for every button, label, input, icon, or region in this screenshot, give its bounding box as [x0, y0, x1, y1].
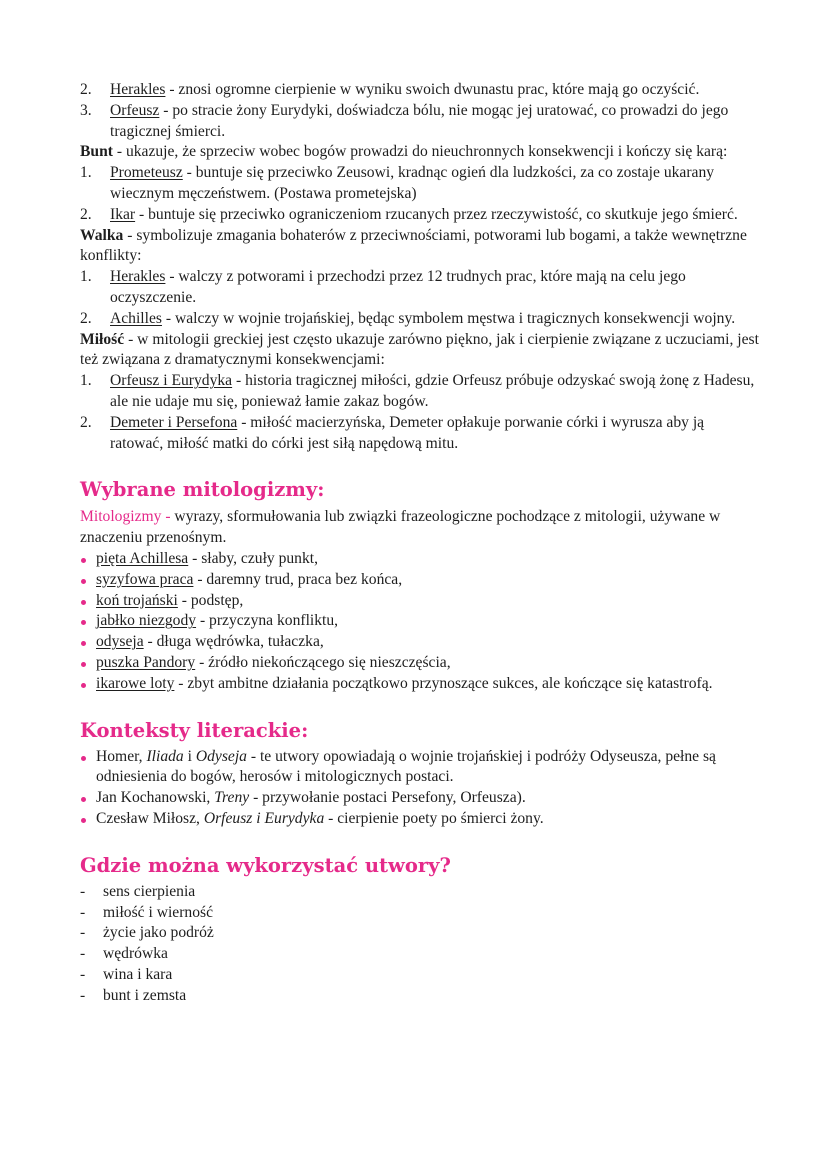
phrase-name: puszka Pandory — [96, 653, 196, 671]
bullet-icon — [81, 818, 86, 823]
bullet-icon — [81, 683, 86, 688]
list-item — [80, 205, 760, 226]
work-title: Odyseja — [195, 747, 247, 765]
dash-icon: - — [80, 986, 86, 1004]
item-description: - po stracie żony Eurydyki, doświadcza bólu, nie mogąc jej uratować, co prowadzi do jego tragicznej śmierci. — [110, 101, 729, 140]
phrase-name: pięta Achillesa — [96, 549, 189, 567]
mythologisms-definition — [80, 507, 760, 549]
bullet-icon — [81, 756, 86, 761]
definition-term: Mitologizmy - — [80, 508, 171, 526]
list-item — [80, 413, 760, 455]
phrase-meaning: - słaby, czuły punkt, — [188, 549, 319, 567]
hero-name: Herakles — [110, 81, 166, 98]
hero-name: Herakles — [110, 268, 166, 286]
usage-topic: miłość i wierność — [103, 903, 214, 921]
dash-icon: - — [80, 965, 86, 983]
list-item — [80, 986, 760, 1007]
list-item — [80, 80, 760, 101]
item-number: 1. — [80, 268, 92, 286]
love-term: Miłość — [80, 330, 125, 348]
phrase-meaning: - podstęp, — [177, 591, 244, 609]
list-item — [80, 591, 760, 612]
hero-name: Demeter i Persefona — [110, 413, 238, 431]
context-author: Homer, — [96, 747, 147, 765]
phrase-name: odyseja — [96, 633, 144, 651]
usage-topic: wędrówka — [103, 945, 168, 963]
contexts-list — [80, 747, 760, 830]
work-title: Treny — [214, 789, 250, 807]
item-description: - historia tragicznej miłości, gdzie Orfeusz próbuje odzyskać swoją żonę z Hadesu, ale nie udaje mu się, ponieważ łamie zakaz bogów. — [110, 372, 755, 410]
phrase-name: koń trojański — [96, 591, 178, 609]
phrase-name: ikarowe loty — [96, 674, 175, 692]
list-item — [80, 809, 760, 830]
work-title: Orfeusz i Eurydyka — [203, 809, 325, 827]
list-item — [80, 923, 760, 944]
list-item — [80, 674, 760, 695]
list-item — [80, 788, 760, 809]
item-description: - znosi ogromne cierpienie w wyniku swoich dwunastu prac, które mają go oczyścić. — [165, 81, 700, 98]
struggle-paragraph — [80, 226, 760, 268]
bullet-icon — [81, 600, 86, 605]
hero-name: Orfeusz — [110, 101, 160, 119]
love-examples-list — [80, 371, 760, 454]
bullet-icon — [81, 579, 86, 584]
love-paragraph — [80, 330, 760, 372]
item-number: 1. — [80, 164, 92, 182]
list-item — [80, 267, 760, 309]
mythologisms-heading: Wybrane mitologizmy: — [80, 478, 325, 502]
item-description: - buntuje się przeciwko Zeusowi, kradnąc ogień dla ludzkości, za co zostaje ukarany wiecznym męczeństwem. (Postawa prometejska) — [110, 164, 715, 202]
work-title: Iliada — [146, 747, 184, 765]
usage-topic: wina i kara — [103, 965, 173, 983]
hero-name: Achilles — [110, 309, 162, 327]
hero-name: Prometeusz — [110, 164, 183, 182]
item-description: - miłość macierzyńska, Demeter opłakuje porwanie córki i wyrusza aby ją ratować, miłość matki do córki jest siłą napędową mitu. — [110, 413, 705, 452]
item-number: 2. — [80, 205, 92, 223]
connector-text: i — [183, 747, 196, 765]
love-description: - w mitologii greckiej jest często ukazuje zarówno piękno, jak i cierpienie związane z uczuciami, jest też związana z dramatycznymi konsekwencjami: — [80, 330, 759, 369]
struggle-examples-list — [80, 267, 760, 329]
rebellion-description: - ukazuje, że sprzeciw wobec bogów prowadzi do nieuchronnych konsekwencji i kończy się karą: — [112, 143, 728, 161]
phrase-meaning: - długa wędrówka, tułaczka, — [143, 633, 324, 651]
context-author: Czesław Miłosz, — [96, 809, 204, 827]
rebellion-term: Bunt — [80, 143, 113, 161]
dash-icon: - — [80, 924, 86, 942]
hero-name: Ikar — [110, 205, 136, 223]
bullet-icon — [81, 797, 86, 802]
context-author: Jan Kochanowski, — [96, 789, 215, 807]
phrase-name: syzyfowa praca — [96, 570, 194, 588]
bullet-icon — [81, 641, 86, 646]
contexts-heading: Konteksty literackie: — [80, 718, 309, 742]
list-item — [80, 163, 760, 205]
definition-text: wyrazy, sformułowania lub związki frazeologiczne pochodzące z mitologii, używane w znaczeniu przenośnym. — [80, 508, 721, 547]
item-number: 2. — [80, 81, 92, 98]
item-number: 2. — [80, 413, 92, 431]
dash-icon: - — [80, 882, 86, 900]
struggle-term: Walka — [80, 226, 124, 244]
list-item — [80, 611, 760, 632]
phrase-meaning: - źródło niekończącego się nieszczęścia, — [195, 653, 451, 671]
rebellion-paragraph — [80, 142, 760, 163]
list-item — [80, 570, 760, 591]
dash-icon: - — [80, 945, 86, 963]
list-item — [80, 371, 760, 413]
phrase-meaning: - daremny trud, praca bez końca, — [193, 570, 403, 588]
bullet-icon — [81, 662, 86, 667]
context-description: - cierpienie poety po śmierci żony. — [324, 809, 544, 827]
hero-name: Orfeusz i Eurydyka — [110, 372, 233, 390]
item-number: 1. — [80, 372, 92, 390]
suffering-examples-list — [80, 80, 760, 142]
usage-list — [80, 882, 760, 1007]
list-item — [80, 101, 760, 143]
item-description: - buntuje się przeciwko ograniczeniom rzucanych przez rzeczywistość, co skutkuje jego śmierć. — [135, 205, 738, 223]
list-item — [80, 632, 760, 653]
usage-topic: bunt i zemsta — [103, 986, 187, 1004]
usage-topic: życie jako podróż — [103, 924, 214, 942]
list-item — [80, 309, 760, 330]
usage-heading: Gdzie można wykorzystać utwory? — [80, 853, 451, 877]
usage-topic: sens cierpienia — [103, 882, 196, 900]
list-item — [80, 965, 760, 986]
phrase-meaning: - zbyt ambitne działania początkowo przynoszące sukces, ale kończące się katastrofą. — [174, 674, 713, 692]
dash-icon: - — [80, 903, 86, 921]
rebellion-examples-list — [80, 163, 760, 225]
context-description: - przywołanie postaci Persefony, Orfeusza). — [249, 789, 526, 807]
phrase-meaning: - przyczyna konfliktu, — [196, 612, 339, 630]
mythologisms-list — [80, 549, 760, 695]
context-description: - te utwory opowiadają o wojnie trojańskiej i podróży Odyseusza, pełne są odniesienia do bogów, herosów i mitologicznych postaci. — [96, 747, 716, 786]
list-item — [80, 944, 760, 965]
item-description: - walczy z potworami i przechodzi przez 12 trudnych prac, które mają na celu jego oczyszczenie. — [110, 268, 686, 306]
list-item — [80, 549, 760, 570]
bullet-icon — [81, 558, 86, 563]
document-page — [80, 80, 760, 1006]
bullet-icon — [81, 620, 86, 625]
phrase-name: jabłko niezgody — [96, 612, 197, 630]
list-item — [80, 653, 760, 674]
list-item — [80, 903, 760, 924]
struggle-description: - symbolizuje zmagania bohaterów z przeciwnościami, potworami lub bogami, a także wewnętrzne konflikty: — [80, 226, 747, 265]
item-number: 2. — [80, 309, 92, 327]
item-number: 3. — [80, 101, 92, 119]
list-item — [80, 882, 760, 903]
item-description: - walczy w wojnie trojańskiej, będąc symbolem męstwa i tragicznych konsekwencji wojny. — [161, 309, 736, 327]
list-item — [80, 747, 760, 789]
